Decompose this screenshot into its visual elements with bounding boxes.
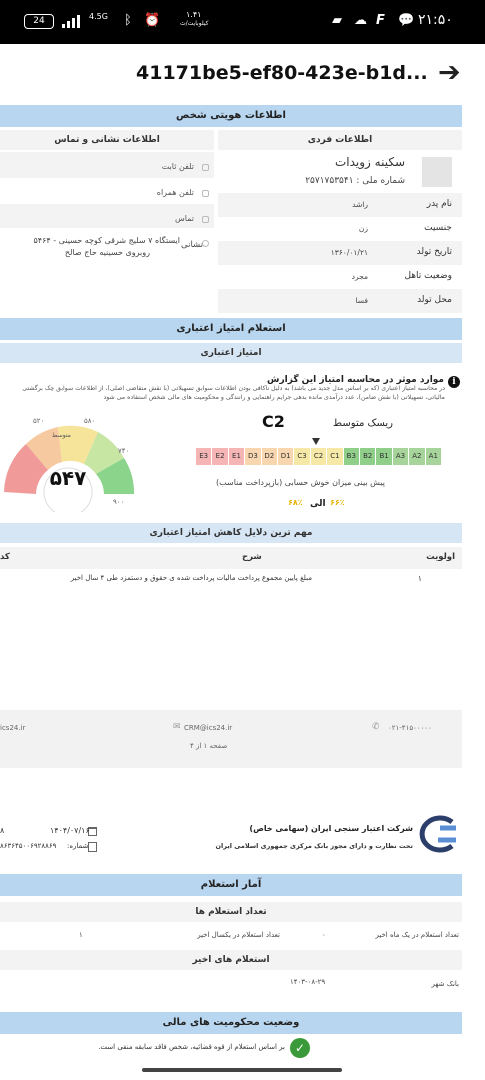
grade-cell-B2: B2 (360, 448, 375, 465)
reasons-title: مهم ترین دلایل کاهش امتیاز اعتباری (0, 523, 462, 543)
contact-info-title: اطلاعات نشانی و تماس (0, 130, 214, 150)
page-title: 41171be5-ef80-423e-b1d... (136, 62, 428, 84)
last-month-value: ۰ (322, 931, 326, 939)
grade-cell-C2: C2 (311, 448, 326, 465)
grade-cell-B3: B3 (344, 448, 359, 465)
prediction-to: ۶۸٪ (288, 498, 303, 507)
grade-cell-B1: B1 (376, 448, 391, 465)
page2-number-label: شماره: (67, 842, 89, 850)
address-line-2: روبروی حسینیه حاج صالح (64, 248, 150, 257)
battery-icon: 24 (24, 14, 54, 29)
grade-cell-D2: D2 (262, 448, 277, 465)
contact-icon (202, 164, 209, 171)
grade-cell-C3: C3 (294, 448, 309, 465)
field-label: جنسیت (424, 223, 452, 233)
gauge-tick-520: ۵۲۰ (33, 417, 45, 425)
col-priority: اولویت (426, 552, 455, 562)
gauge-tick-740: ۷۴۰ (118, 447, 130, 455)
individual-info-title: اطلاعات فردی (218, 130, 462, 150)
footer-email: CRM@ics24.ir (184, 724, 233, 732)
address-label: نشانی (181, 240, 203, 250)
gauge-label-average: متوسط (52, 432, 71, 439)
avatar (422, 157, 452, 187)
contact-icon (202, 216, 209, 223)
count-title: تعداد استعلام ها (0, 902, 462, 922)
credit-section-title: استعلام امتیاز اعتباری (0, 318, 462, 340)
reason-priority: ۱ (417, 574, 422, 583)
bluetooth-icon: ᛒ (124, 13, 132, 28)
cloud-icon: ☁ (354, 13, 367, 28)
home-indicator[interactable] (142, 1068, 342, 1072)
col-code: کد (0, 552, 10, 562)
grade-cell-A2: A2 (409, 448, 424, 465)
grade-cell-E1: E1 (229, 448, 244, 465)
gauge-tick-580: ۵۸۰ (84, 417, 96, 425)
field-label: محل تولد (417, 295, 452, 305)
stats-title: آمار استعلام (0, 874, 462, 896)
grade-cell-D1: D1 (278, 448, 293, 465)
prediction-title: پیش بینی میزان خوش حسابی (بازپرداخت مناسب) (216, 478, 385, 487)
alarm-icon: ⏰ (144, 13, 161, 28)
grade-marker (312, 438, 320, 445)
grade-cell-D3: D3 (245, 448, 260, 465)
page2-number: ۸۶۳۶۴۵۰۰۶۹۲۸۸۶۹ (0, 842, 57, 850)
network-type: 4.5G (89, 12, 108, 21)
grade-cell-A3: A3 (393, 448, 408, 465)
company-logo (416, 814, 462, 854)
clock: ۲۱:۵۰ (418, 12, 453, 28)
field-value: راشد (352, 200, 368, 209)
info-title: موارد موثر در محاسبه امتیاز این گزارش (267, 375, 444, 385)
footer-page: صفحه ۱ از ۴ (190, 742, 228, 750)
speed-bottom: کیلوبایت/ث (180, 20, 209, 27)
recent-bank: بانک شهر (431, 980, 459, 988)
credit-score: ۵۴۷ (49, 466, 87, 490)
phone-icon: ✆ (372, 722, 380, 732)
recent-title: استعلام های اخیر (0, 950, 462, 970)
last-year-label: تعداد استعلام در یکسال اخیر (197, 931, 280, 939)
risk-label: ریسک متوسط (332, 418, 393, 429)
signal-icon (62, 14, 84, 28)
status-bar (0, 0, 485, 44)
prediction-sep: الی (310, 499, 326, 509)
judgments-title: وضعیت محکومیت های مالی (0, 1012, 462, 1034)
person-name: سکینه زویدات (334, 155, 405, 169)
info-line-1: در محاسبه امتیاز اعتباری (که بر اساس مدل جدید می باشد) به دلیل ناکافی بودن اطلاعات سوابق تسهیلاتی (با نقش متقاضی اصلی)، از اطلاعات سوابق چک برگشتی (22, 385, 445, 392)
prediction-from: ۶۶٪ (330, 498, 345, 507)
contact-label: تماس (174, 214, 194, 223)
location-icon (202, 240, 209, 247)
identity-fields (218, 193, 462, 318)
last-year-value: ۱ (79, 931, 83, 939)
reasons-table (0, 570, 462, 594)
credit-subtitle: امتیاز اعتباری (0, 343, 462, 363)
cast-icon: ▰ (332, 13, 342, 28)
email-icon: ✉ (173, 722, 181, 732)
grade-cell-A1: A1 (426, 448, 441, 465)
grade-cell-E2: E2 (212, 448, 227, 465)
check-circle-icon: ✓ (290, 1038, 310, 1058)
page-footer (0, 710, 462, 768)
national-id: شماره ملی : ۲۵۷۱۷۵۳۵۴۱ (305, 176, 405, 186)
grade: C2 (262, 412, 285, 431)
contact-label: تلفن ثابت (161, 162, 194, 171)
app-icon: F (376, 13, 385, 28)
gauge-tick-900: ۹۰۰ (113, 498, 125, 506)
info-line-2: مالیاتی، تسهیلاتی (با نقش ضامن)، عدد درآمدی مانده بدهی جرایم راهنمایی و رانندگی و محکومیت های مالی شخص استفاده می شود (103, 394, 445, 401)
col-desc: شرح (242, 552, 262, 562)
field-label: تاریخ تولد (416, 247, 452, 257)
footer-website: ics24.ir (0, 724, 26, 732)
reason-desc: مبلغ پایین مجموع پرداخت مالیات پرداخت شده ی حقوق و دستمزد طی ۴ سال اخیر (70, 574, 312, 582)
arrow-right-icon[interactable]: ➔ (438, 57, 461, 88)
footer-phone: ۰۲۱-۴۱۵۰۰۰۰۰ (388, 724, 432, 732)
field-label: نام پدر (426, 199, 452, 209)
speed-top: ۱.۴۱ (186, 10, 202, 19)
contact-fields (0, 152, 214, 312)
score-gauge (0, 412, 140, 512)
doc-icon (88, 842, 97, 852)
grade-scale (196, 448, 442, 465)
page2-side-num: ۸ (0, 826, 5, 835)
info-icon: i (448, 376, 460, 388)
company-subtitle: تحت نظارت و دارای مجوز بانک مرکزی جمهوری اسلامی ایران (215, 842, 413, 850)
field-label: وضعیت تاهل (404, 271, 452, 281)
judgments-status: بر اساس استعلام از قوه قضائیه، شخص فاقد سابقه منفی است. (98, 1043, 285, 1051)
identity-section-title: اطلاعات هویتی شخص (0, 105, 462, 127)
message-icon: 💬 (398, 13, 415, 28)
recent-date: ۱۴۰۳-۰۸-۲۹ (290, 978, 326, 986)
company-name: شرکت اعتبار سنجی ایران (سهامی خاص) (249, 824, 413, 833)
address-line-1: ایستگاه ۷ سلیج شرقی کوچه حسینی - ۵۴۶۴ (33, 236, 180, 245)
contact-label: تلفن همراه (156, 188, 194, 197)
page2-date: ۱۴۰۴/۰۷/۱۶ (50, 826, 90, 835)
app-header (0, 44, 485, 106)
contact-icon (202, 190, 209, 197)
grade-cell-E3: E3 (196, 448, 211, 465)
field-value: مجرد (351, 272, 368, 281)
field-value: فسا (355, 296, 368, 305)
field-value: ۱۳۶۰/۰۱/۲۱ (330, 248, 368, 257)
last-month-label: تعداد استعلام در یک ماه اخیر (375, 931, 459, 939)
field-value: زن (358, 224, 368, 233)
grade-cell-C1: C1 (327, 448, 342, 465)
